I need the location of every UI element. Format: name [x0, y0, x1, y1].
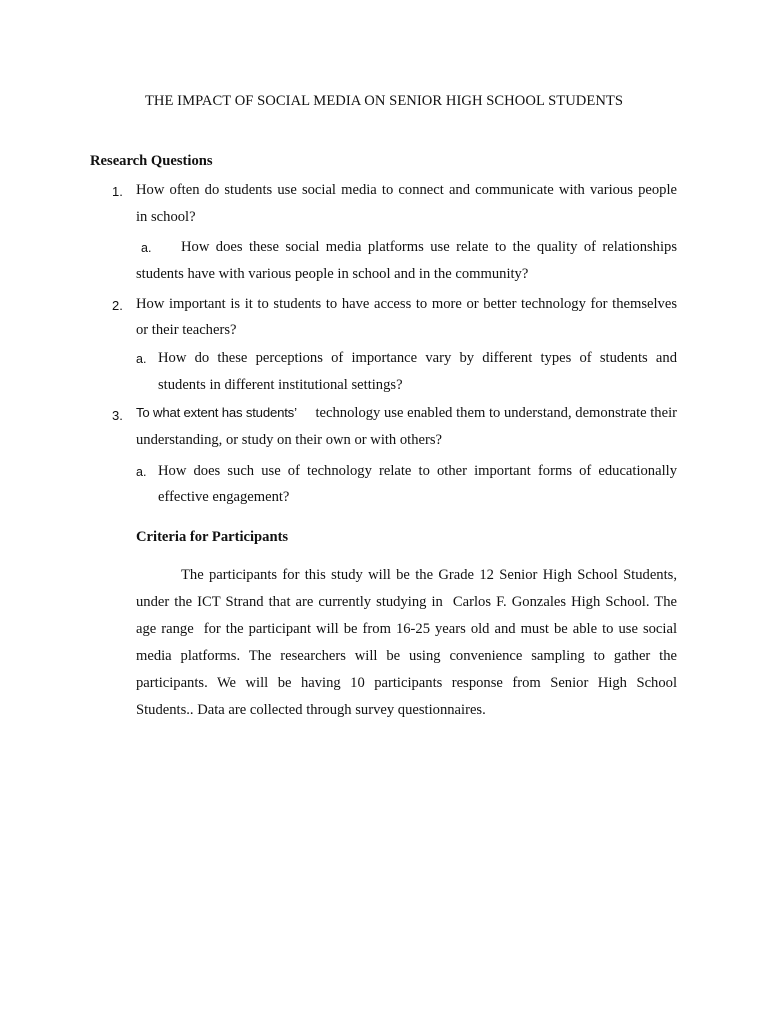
- sub-question-text-line: students in different institutional settings?: [158, 377, 403, 393]
- criteria-heading: Criteria for Participants: [136, 529, 289, 545]
- question-text-line: How important is it to students to have access to more or better technology for themselves: [136, 296, 677, 312]
- paragraph-line: participants. We will be having 10 participants response from Senior High School: [136, 675, 677, 691]
- sub-question-text-line: How does such use of technology relate to other important forms of educationally: [158, 463, 677, 479]
- sub-question-text-line: How do these perceptions of importance vary by different types of students and: [158, 350, 677, 366]
- question-text-segment: technology use enabled them to understand, demonstrate their: [311, 405, 677, 421]
- paragraph-line: The participants for this study will be the Grade 12 Senior High School Students,: [181, 567, 677, 583]
- sub-question-letter: a.: [136, 352, 147, 366]
- paragraph-line: under the ICT Strand that are currently studying in Carlos F. Gonzales High School. The: [136, 594, 677, 610]
- paragraph-line: Students.. Data are collected through survey questionnaires.: [136, 702, 486, 718]
- question-text-line: in school?: [136, 209, 196, 225]
- sub-question-letter: a.: [141, 241, 152, 255]
- document-title: THE IMPACT OF SOCIAL MEDIA ON SENIOR HIGH SCHOOL STUDENTS: [144, 93, 624, 109]
- question-text-line: understanding, or study on their own or with others?: [136, 432, 443, 448]
- question-text-segment: To what extent has students’: [136, 405, 297, 420]
- paragraph-line: media platforms. The researchers will be using convenience sampling to gather the: [136, 648, 677, 664]
- question-text-line: or their teachers?: [136, 322, 237, 338]
- sub-question-text-line: students have with various people in school and in the community?: [136, 266, 529, 282]
- sub-question-text-line: effective engagement?: [158, 489, 290, 505]
- question-number: 2.: [112, 298, 123, 313]
- paragraph-line: age range for the participant will be from 16-25 years old and must be able to use social: [136, 621, 677, 637]
- sub-question-text-line: How does these social media platforms use relate to the quality of relationships: [181, 239, 677, 255]
- sub-question-letter: a.: [136, 465, 147, 479]
- question-text-line: [136, 405, 677, 422]
- question-number: 3.: [112, 408, 123, 423]
- question-number: 1.: [112, 184, 123, 199]
- research-questions-heading: Research Questions: [90, 153, 213, 169]
- question-text-line: How often do students use social media to connect and communicate with various people: [136, 182, 677, 198]
